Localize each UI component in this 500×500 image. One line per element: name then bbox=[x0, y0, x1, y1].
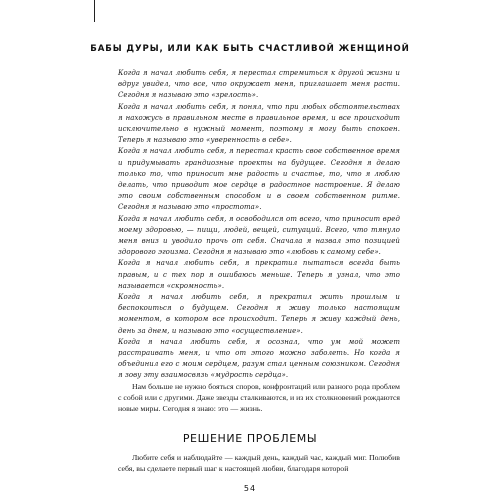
poem-paragraph: Когда я начал любить себя, я перестал стремиться к другой жизни и вдруг увидел, что все, что окружает меня, приглашает меня расти. Сегодня я называю это «зрелость». bbox=[118, 69, 400, 100]
poem-paragraph: Когда я начал любить себя, я понял, что при любых обстоятельствах я нахожусь в правильном месте в правильное время, и все происходит исключительно в нужный момент, поэтому я могу быть спокоен. Теперь я называю это «уверенность в себе». bbox=[118, 102, 400, 145]
poem-paragraph: Когда я начал любить себя, я освободился от всего, что приносит вред моему здоровью, — пищи, людей, вещей, ситуаций. Всего, что тянуло меня вниз и уводило прочь от себя. Сначала я назвал это позицией здорового эгоизма. Сегодня я называю это «любовь к самому себе». bbox=[118, 214, 400, 257]
crop-mark bbox=[94, 0, 95, 22]
poem-paragraph: Когда я начал любить себя, я прекратил жить прошлым и беспокоиться о будущем. Сегодня я живу только настоящим моментом, в котором все происходит. Теперь я живу каждый день, день за днем, и называю это «осуществление». bbox=[118, 293, 400, 335]
body-paragraph bbox=[118, 381, 400, 415]
body-paragraph-text: Нам больше не нужно бояться споров, конфронтаций или разного рода проблем с собой или с другими. Даже звезды сталкиваются, и из их столкновений рождаются новые миры. Сегодня я знаю: это — жизнь. bbox=[118, 382, 400, 414]
body-paragraph bbox=[118, 452, 400, 474]
poem-block bbox=[118, 68, 400, 382]
page-number: 54 bbox=[243, 484, 257, 493]
running-head: БАБЫ ДУРЫ, ИЛИ КАК БЫТЬ СЧАСТЛИВОЙ ЖЕНЩИНОЙ bbox=[90, 44, 410, 54]
body-paragraph-text: Любите себя и наблюдайте — каждый день, каждый час, каждый миг. Полюбив себя, вы сделаете первый шаг к настоящей любви, благодаря которой bbox=[118, 453, 400, 474]
poem-paragraph: Когда я начал любить себя, я перестал красть свое собственное время и придумывать грандиозные проекты на будущее. Сегодня я делаю только то, что приносит мне радость и счастье, то, что я люблю делать, что приводит мое сердце в радостное настроение. Я делаю это своим собственным способом и в своем собственном ритме. Сегодня я называю это «простота». bbox=[118, 147, 400, 212]
section-heading: РЕШЕНИЕ ПРОБЛЕМЫ bbox=[182, 432, 318, 445]
poem-paragraph: Когда я начал любить себя, я прекратил пытаться всегда быть правым, и с тех пор я ошибаюсь меньше. Теперь я узнал, что это называется «скромность». bbox=[118, 259, 400, 290]
poem-paragraph: Когда я начал любить себя, я осознал, что ум мой может расстраивать меня, и что от этого можно заболеть. Но когда я объединил его с моим сердцем, разум стал ценным союзником. Сегодня я зову эту взаимосвязь «мудрость сердца». bbox=[118, 337, 400, 380]
